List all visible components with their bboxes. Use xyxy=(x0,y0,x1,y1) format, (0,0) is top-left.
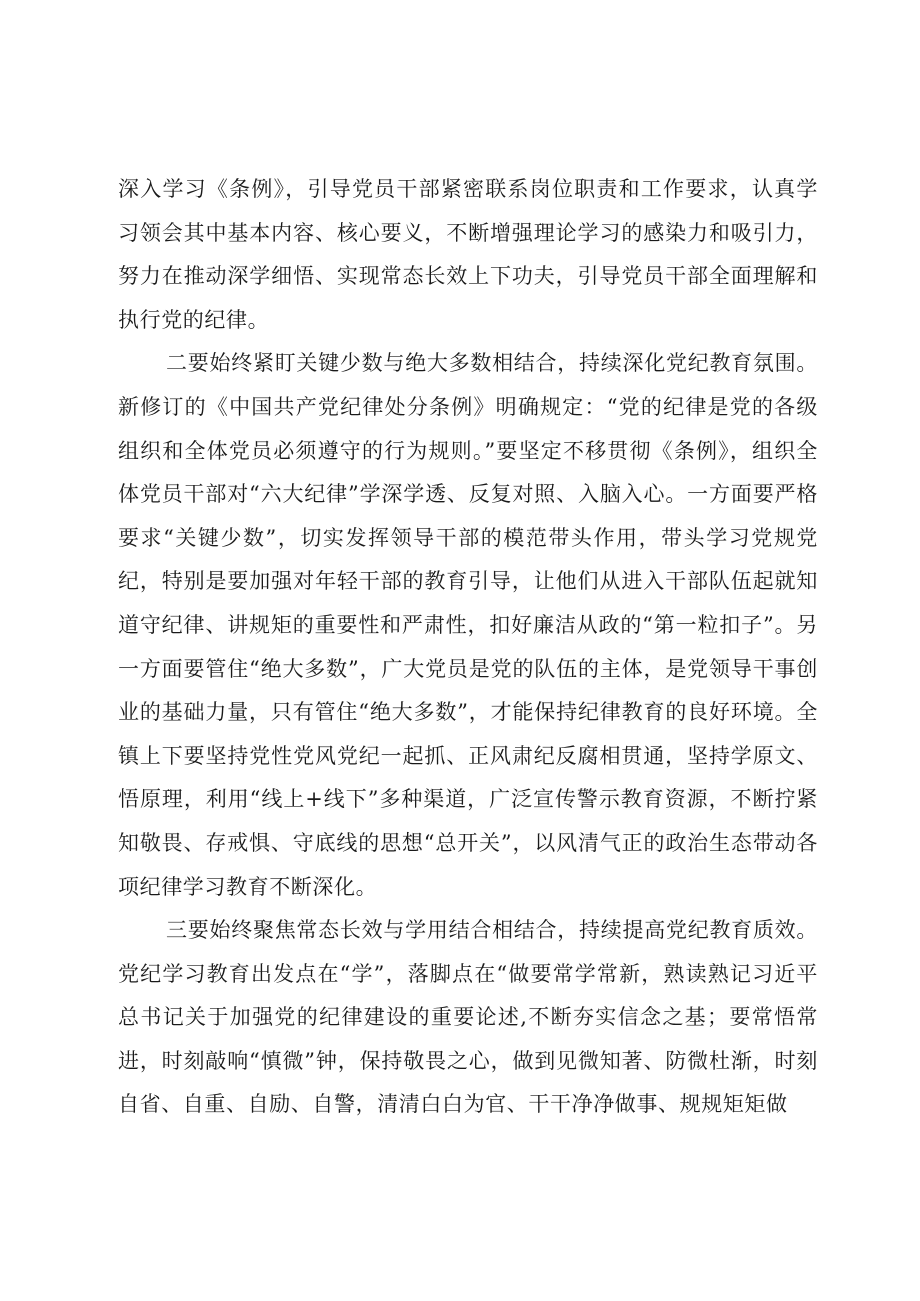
paragraph-point-three: 三要始终聚焦常态长效与学用结合相结合，持续提高党纪教育质效。党纪学习教育出发点在“学”，落脚点在“做要常学常新，熟读熟记习近平总书记关于加强党的纪律建设的重要论述,不断夯实信念之基；要常悟常进，时刻敲响“慎微”钟，保持敬畏之心，做到见微知著、防微杜渐，时刻自省、自重、自励、自警，清清白白为官、干干净净做事、规规矩矩做 xyxy=(118,918,818,1117)
document-body xyxy=(118,168,818,1127)
paragraph-continuation: 深入学习《条例》，引导党员干部紧密联系岗位职责和工作要求，认真学习领会其中基本内容、核心要义，不断增强理论学习的感染力和吸引力，努力在推动深学细悟、实现常态长效上下功夫，引导党员干部全面理解和执行党的纪律。 xyxy=(118,177,818,332)
paragraph-point-two: 二要始终紧盯关键少数与绝大多数相结合，持续深化党纪教育氛围。新修订的《中国共产党纪律处分条例》明确规定：“党的纪律是党的各级组织和全体党员必须遵守的行为规则。”要坚定不移贯彻《条例》，组织全体党员干部对“六大纪律”学深学透、反复对照、入脑入心。一方面要严格要求“关键少数”，切实发挥领导干部的模范带头作用，带头学习党规党纪，特别是要加强对年轻干部的教育引导，让他们从进入干部队伍起就知道守纪律、讲规矩的重要性和严肃性，扣好廉洁从政的“第一粒扣子”。另一方面要管住“绝大多数”，广大党员是党的队伍的主体，是党领导干事创业的基础力量，只有管住“绝大多数”，才能保持纪律教育的良好环境。全镇上下要坚持党性党风党纪一起抓、正风肃纪反腐相贯通，坚持学原文、悟原理，利用“线上+线下”多种渠道，广泛宣传警示教育资源，不断拧紧知敬畏、存戒惧、守底线的思想“总开关”，以风清气正的政治生态带动各项纪律学习教育不断深化。 xyxy=(118,351,818,899)
